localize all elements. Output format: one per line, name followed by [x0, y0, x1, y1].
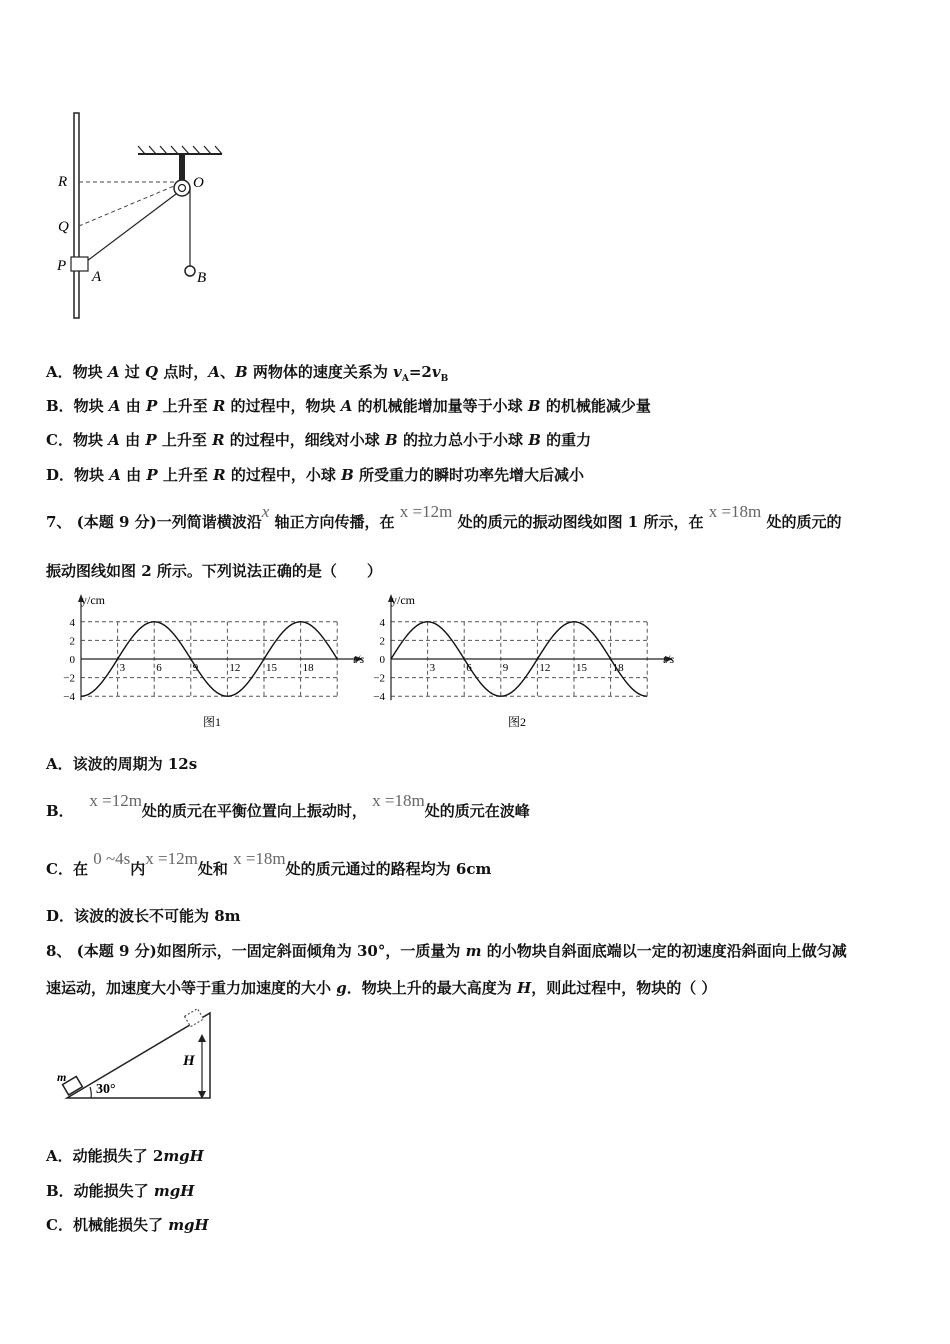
y-tick-label: 2 [69, 635, 75, 648]
vibration-graph-2 [365, 590, 685, 732]
q7-option-a: A．该波的周期为 12s [46, 755, 198, 773]
y-tick-label: 0 [379, 654, 385, 666]
x-tick-label: 9 [192, 662, 199, 674]
q6-option-c: C．物块 A 由 P 上升至 R 的过程中，细线对小球 B 的拉力总小于小球 B 的重力 [46, 431, 592, 449]
label-H: H [183, 1053, 195, 1069]
graph2-xlabel: t/s [663, 652, 675, 666]
y-tick-label: −2 [373, 672, 385, 685]
label-R: R [58, 174, 68, 190]
y-tick-label: −4 [63, 691, 75, 704]
q8-option-a: A．动能损失了 2mgH [46, 1147, 204, 1165]
q6-option-d: D．物块 A 由 P 上升至 R 的过程中，小球 B 所受重力的瞬时功率先增大后减小 [46, 466, 585, 484]
q8-stem-line2: 速运动，加速度大小等于重力加速度的大小 g．物块上升的最大高度为 H，则此过程中，物块的（ ） [46, 979, 717, 997]
x-tick-label: 12 [539, 662, 551, 674]
y-tick-label: 4 [69, 616, 75, 629]
x-tick-label: 6 [466, 662, 472, 674]
q7-option-c: C．在 0 ~4s内x =12m处和 x =18m处的质元通过的路程均为 6cm [46, 849, 492, 878]
q8-option-b: B．动能损失了 mgH [46, 1182, 195, 1200]
graph1-ylabel: y/cm [81, 593, 105, 607]
q7-option-b: B． x =12m处的质元在平衡位置向上振动时， x =18m处的质元在波峰 [46, 791, 530, 820]
angle-label: 30° [96, 1082, 116, 1097]
x-tick-label: 9 [502, 662, 509, 674]
y-tick-label: 4 [379, 616, 385, 629]
label-Q: Q [58, 219, 69, 235]
pulley-figure [50, 108, 240, 328]
x-tick-label: 6 [156, 662, 162, 674]
x-tick-label: 18 [612, 662, 624, 674]
x-tick-label: 3 [119, 662, 126, 674]
y-tick-label: 0 [69, 654, 75, 666]
x-tick-label: 12 [229, 662, 241, 674]
q7-stem-line1: 7、 (本题 9 分)一列简谐横波沿x 轴正方向传播，在 x =12m 处的质元的振动图线如图 1 所示，在 x =18m 处的质元的 [46, 502, 842, 531]
label-P: P [57, 258, 67, 274]
incline-figure [55, 1005, 225, 1110]
label-O: O [193, 175, 204, 191]
x-tick-label: 15 [266, 662, 277, 674]
q7-stem-line2: 振动图线如图 2 所示。下列说法正确的是（ ） [46, 562, 382, 580]
q8-option-c: C．机械能损失了 mgH [46, 1216, 209, 1234]
graph2-ylabel: y/cm [391, 593, 415, 607]
x-tick-label: 3 [429, 662, 436, 674]
graph1-caption: 图1 [203, 715, 222, 729]
q8-stem-line1: 8、 (本题 9 分)如图所示，一固定斜面倾角为 30°，一质量为 m 的小物块自斜面底端以一定的初速度沿斜面向上做匀减 [46, 942, 847, 960]
x-tick-label: 15 [576, 662, 587, 674]
graph2-caption: 图2 [508, 715, 527, 729]
y-tick-label: 2 [379, 635, 385, 648]
q7-option-d: D．该波的波长不可能为 8m [46, 907, 241, 925]
vibration-graph-1 [55, 590, 375, 732]
label-A: A [92, 269, 102, 285]
y-tick-label: −4 [373, 691, 385, 704]
graph1-xlabel: t/s [353, 652, 365, 666]
label-B: B [197, 270, 207, 286]
label-m: m [57, 1070, 67, 1084]
y-tick-label: −2 [63, 672, 75, 685]
q6-option-a: A．物块 A 过 Q 点时，A、B 两物体的速度关系为 $v_A=2v_B$ [46, 363, 449, 384]
x-tick-label: 18 [302, 662, 314, 674]
q6-option-b: B．物块 A 由 P 上升至 R 的过程中，物块 A 的机械能增加量等于小球 B 的机械能减少量 [46, 397, 651, 415]
